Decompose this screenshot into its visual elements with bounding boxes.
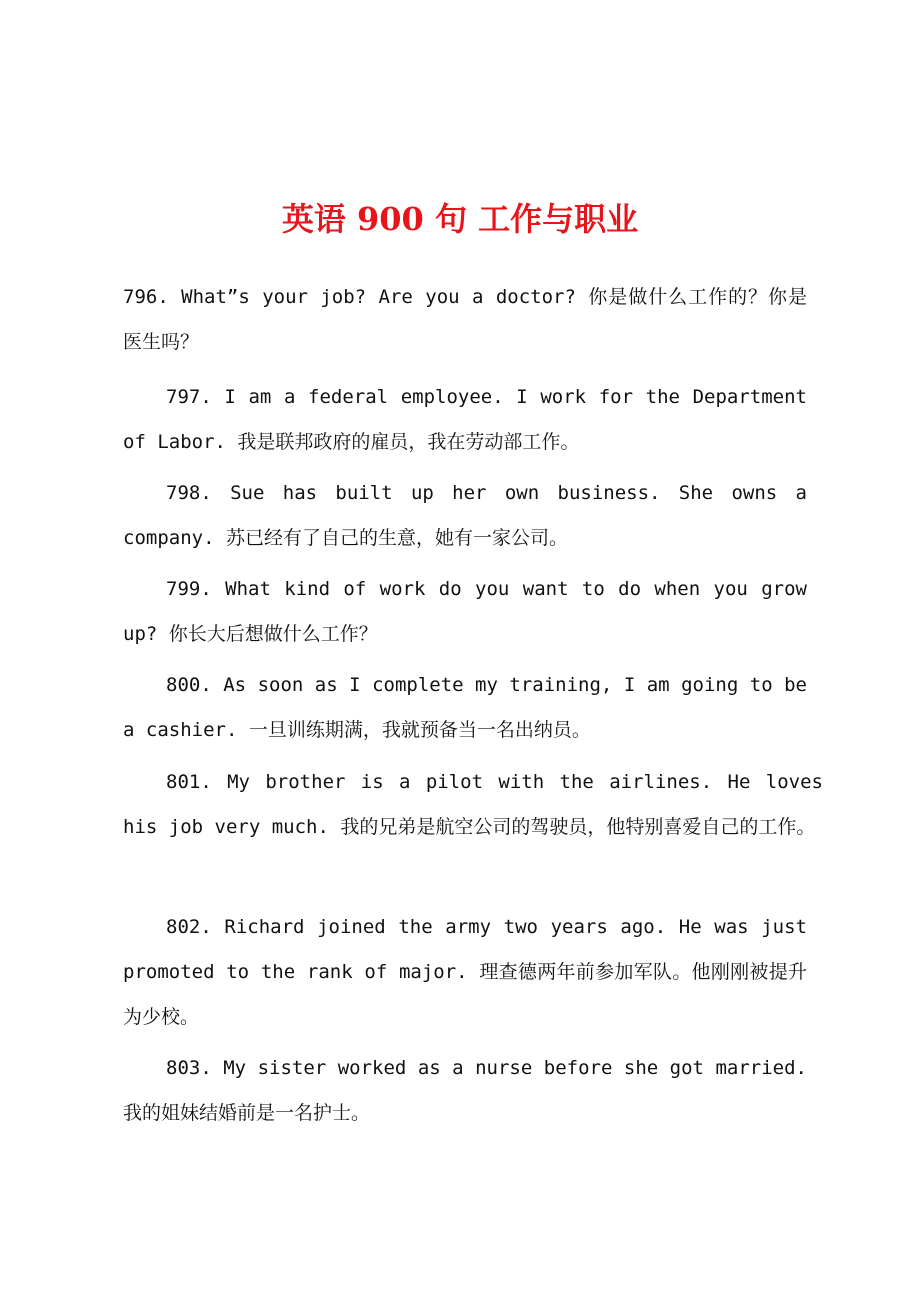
sentence-802: 802. Richard joined the army two years ago. He was just promoted to the rank of major. 理查德两年前参加军队。他刚刚被提升为少校。 xyxy=(123,916,807,1028)
sentence-801: 801. My brother is a pilot with the airlines. He loves his job very much. 我的兄弟是航空公司的驾驶员，他特别喜爱自己的工作。 xyxy=(123,771,823,838)
sentence-800: 800. As soon as I complete my training, I am going to be a cashier. 一旦训练期满，我就预备当一名出纳员。 xyxy=(123,674,807,741)
sentence-798: 798. Sue has built up her own business. She owns a company. 苏已经有了自己的生意，她有一家公司。 xyxy=(123,482,807,549)
sentence-799: 799. What kind of work do you want to do when you grow up? 你长大后想做什么工作？ xyxy=(123,578,807,645)
sentence-803: 803. My sister worked as a nurse before she got married. 我的姐妹结婚前是一名护士。 xyxy=(123,1057,807,1124)
page-title: 英语 900 句 工作与职业 xyxy=(281,200,639,238)
sentence-796: 796. What”s your job? Are you a doctor? 你是做什么工作的？你是医生吗？ xyxy=(123,286,807,353)
sentence-797: 797. I am a federal employee. I work for the Department of Labor. 我是联邦政府的雇员，我在劳动部工作。 xyxy=(123,386,807,453)
